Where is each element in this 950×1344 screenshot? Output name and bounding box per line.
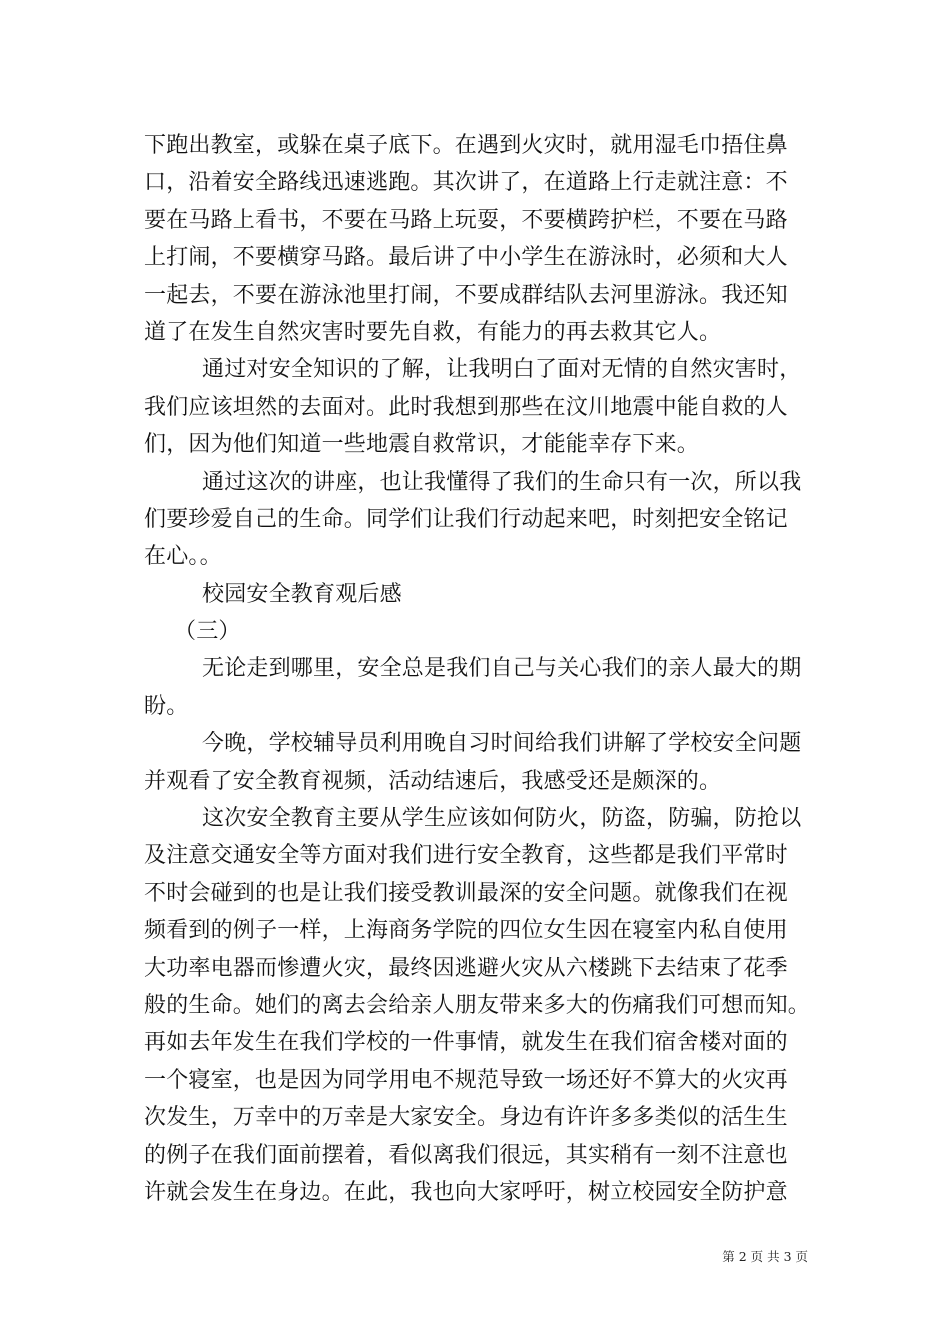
text-line: 一个寝室，也是因为同学用电不规范导致一场还好不算大的火灾再 (144, 1067, 788, 1093)
text-line: 上打闹，不要横穿马路。最后讲了中小学生在游泳时，必须和大人 (144, 245, 788, 271)
page-number-footer: 第 2 页 共 3 页 (722, 1249, 808, 1264)
text-line: 许就会发生在身边。在此，我也向大家呼吁，树立校园安全防护意 (144, 1179, 788, 1205)
paragraph-first-line: 无论走到哪里，安全总是我们自己与关心我们的亲人最大的期 (202, 656, 802, 682)
text-line: 一起去，不要在游泳池里打闹，不要成群结队去河里游泳。我还知 (144, 282, 788, 308)
text-line: 不时会碰到的也是让我们接受教训最深的安全问题。就像我们在视 (144, 880, 788, 906)
text-line: 要在马路上看书，不要在马路上玩耍，不要横跨护栏，不要在马路 (144, 207, 788, 233)
text-line: 下跑出教室，或躲在桌子底下。在遇到火灾时，就用湿毛巾捂住鼻 (144, 133, 788, 158)
text-line: 频看到的例子一样，上海商务学院的四位女生因在寝室内私自使用 (144, 918, 788, 944)
text-line: 口，沿着安全路线迅速逃跑。其次讲了，在道路上行走就注意：不 (144, 170, 788, 196)
text-line: 们，因为他们知道一些地震自救常识，才能能幸存下来。 (144, 432, 700, 458)
text-line: 并观看了安全教育视频，活动结速后，我感受还是颇深的。 (144, 768, 722, 794)
text-line: 们要珍爱自己的生命。同学们让我们行动起来吧，时刻把安全铭记 (144, 506, 788, 532)
paragraph-first-line: 今晚，学校辅导员利用晚自习时间给我们讲解了学校安全问题 (202, 731, 802, 757)
text-line: 般的生命。她们的离去会给亲人朋友带来多大的伤痛我们可想而知。 (144, 992, 811, 1018)
text-line: 的例子在我们面前摆着，看似离我们很远，其实稍有一刻不注意也 (144, 1142, 788, 1168)
paragraph-first-line: 通过对安全知识的了解，让我明白了面对无情的自然灾害时， (202, 357, 802, 383)
text-line: 及注意交通安全等方面对我们进行安全教育，这些都是我们平常时 (144, 843, 788, 869)
text-line: 我们应该坦然的去面对。此时我想到那些在汶川地震中能自救的人 (144, 394, 788, 420)
paragraph-first-line: 这次安全教育主要从学生应该如何防火，防盗，防骗，防抢以 (202, 806, 802, 832)
text-line: 次发生，万幸中的万幸是大家安全。身边有许许多多类似的活生生 (144, 1105, 788, 1131)
text-line: 盼。 (144, 693, 189, 719)
text-line: 大功率电器而惨遭火灾，最终因逃避火灾从六楼跳下去结束了花季 (144, 955, 788, 981)
text-line: 道了在发生自然灾害时要先自救，有能力的再去救其它人。 (144, 319, 722, 345)
section-title: 校园安全教育观后感 (202, 581, 402, 607)
text-line: 再如去年发生在我们学校的一件事情，就发生在我们宿舍楼对面的 (144, 1030, 788, 1056)
paragraph-first-line: 通过这次的讲座，也让我懂得了我们的生命只有一次，所以我 (202, 469, 802, 495)
document-body (144, 127, 820, 1211)
text-line: 在心。。 (144, 544, 222, 570)
section-number: （三） (174, 619, 241, 645)
